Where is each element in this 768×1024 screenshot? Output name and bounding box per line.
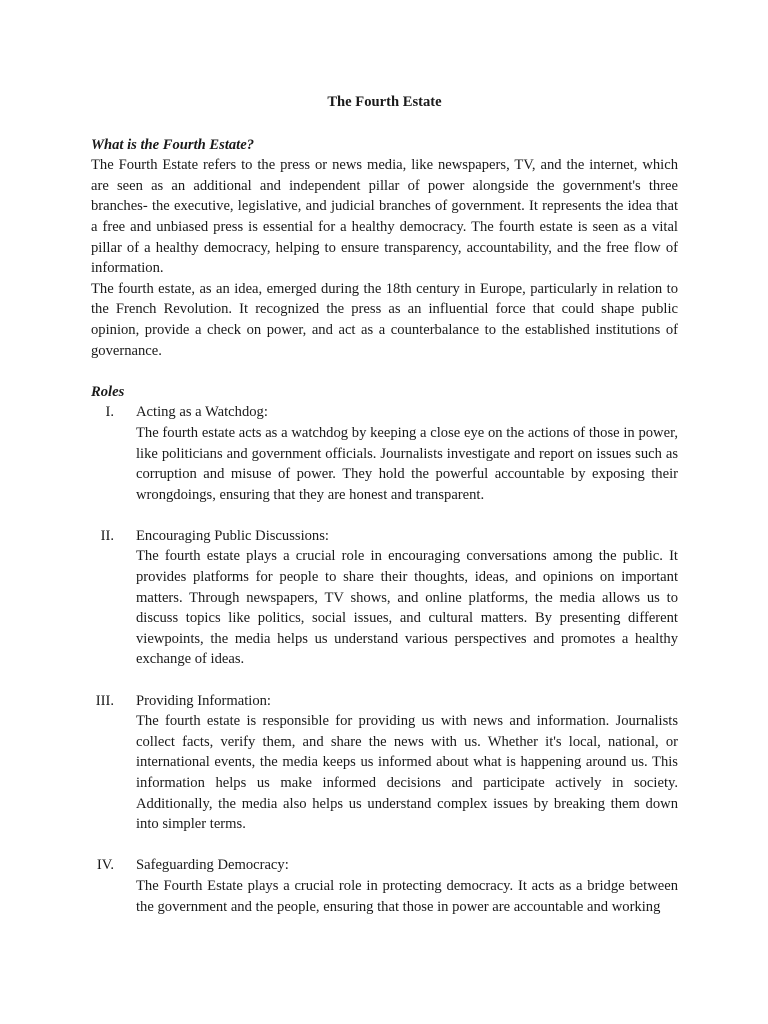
roles-section: [91, 382, 678, 917]
role-numeral: III.: [95, 692, 114, 709]
role-heading: Acting as a Watchdog:: [136, 404, 268, 421]
role-heading: Safeguarding Democracy:: [136, 857, 289, 874]
role-numeral: I.: [105, 404, 114, 421]
role-text: The Fourth Estate plays a crucial role in protecting democracy. It acts as a bridge between the government and the people, ensuring that those in power are accountable and working: [136, 877, 678, 915]
role-item: [91, 855, 678, 917]
roles-heading: Roles: [91, 383, 125, 400]
role-heading: Providing Information:: [136, 692, 271, 709]
roles-list: [91, 402, 678, 917]
role-item: [91, 402, 678, 505]
intro-heading: What is the Fourth Estate?: [91, 136, 255, 153]
role-item: [91, 691, 678, 835]
role-numeral: II.: [100, 527, 114, 544]
intro-paragraph: The Fourth Estate refers to the press or news media, like newspapers, TV, and the internet, which are seen as an additional and independent pillar of power alongside the government's three branches- the executive, legislative, and judicial branches of government. It represents the idea that a free and unbiased press is essential for a healthy democracy. The fourth estate is seen as a vital pillar of a healthy democracy, helping to ensure transparency, accountability, and the free flow of information.: [91, 157, 678, 277]
role-item: [91, 526, 678, 670]
section-spacer: [91, 361, 678, 382]
role-numeral: IV.: [96, 857, 114, 874]
role-text: The fourth estate plays a crucial role in encouraging conversations among the public. It provides platforms for people to share their thoughts, ideas, and opinions on important matters. Through newspapers, TV shows, and online platforms, the media allows us to discuss topics like politics, social issues, and cultural matters. By presenting different viewpoints, the media helps us understand various perspectives and promotes a healthy exchange of ideas.: [136, 548, 678, 668]
intro-section: [91, 135, 678, 362]
role-text: The fourth estate acts as a watchdog by keeping a close eye on the actions of those in power, like politicians and government officials. Journalists investigate and report on issues such as corruption and misuse of power. They hold the powerful accountable by exposing their wrongdoings, ensuring that they are honest and transparent.: [136, 424, 678, 503]
document-body: [91, 92, 678, 938]
role-text: The fourth estate is responsible for providing us with news and information. Journalists collect facts, verify them, and share the news with us. Whether it's local, national, or international events, the media keeps us informed about what is happening around us. This information helps us make informed decisions and participate actively in society. Additionally, the media also helps us understand complex issues by breaking them down into simpler terms.: [136, 713, 678, 833]
role-heading: Encouraging Public Discussions:: [136, 527, 329, 544]
intro-paragraph: The fourth estate, as an idea, emerged during the 18th century in Europe, particularly in relation to the French Revolution. It recognized the press as an influential force that could shape public opinion, provide a check on power, and act as a counterbalance to the established institutions of governance.: [91, 280, 678, 359]
document-title: The Fourth Estate: [327, 94, 442, 110]
